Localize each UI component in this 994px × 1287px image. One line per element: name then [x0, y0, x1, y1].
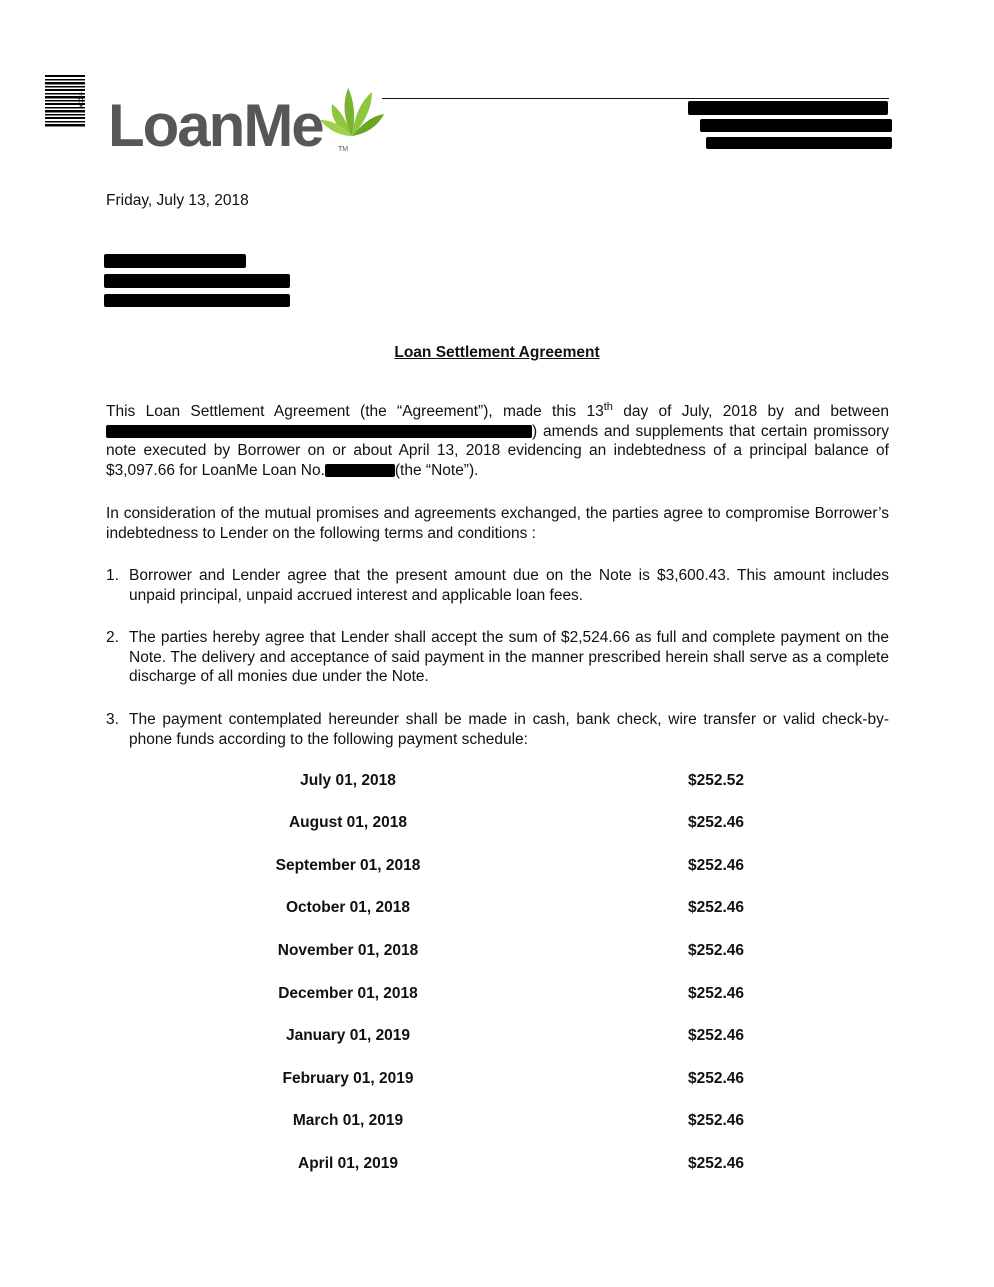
schedule-amount: $252.46 [687, 857, 745, 874]
schedule-date: March 01, 2019 [292, 1112, 404, 1129]
term-item [106, 710, 889, 749]
schedule-amount: $252.46 [687, 1155, 745, 1172]
schedule-row [0, 942, 994, 962]
intro-text-2: day of July, 2018 by and between [612, 403, 889, 420]
schedule-amount: $252.46 [687, 814, 745, 831]
schedule-date: April 01, 2019 [298, 1155, 398, 1172]
schedule-row [0, 1155, 994, 1175]
schedule-date: December 01, 2018 [278, 985, 418, 1002]
redacted-loan-number [325, 464, 395, 477]
schedule-amount: $252.46 [687, 1027, 745, 1044]
schedule-amount: $252.46 [687, 985, 745, 1002]
redacted-recipient-line [104, 254, 246, 268]
schedule-date: February 01, 2019 [282, 1070, 414, 1087]
redacted-recipient-line [104, 274, 290, 288]
term-text: The payment contemplated hereunder shall be made in cash, bank check, wire transfer or valid check-by-phone funds according to the following payment schedule: [129, 711, 889, 748]
schedule-date: January 01, 2019 [285, 1027, 411, 1044]
logo-wordmark: LoanMe [108, 92, 323, 159]
schedule-row [0, 772, 994, 792]
term-item [106, 566, 889, 605]
schedule-date: July 01, 2018 [300, 772, 396, 789]
schedule-row [0, 814, 994, 834]
header-rule [382, 98, 889, 99]
schedule-amount: $252.46 [687, 1112, 745, 1129]
schedule-amount: $252.46 [687, 1070, 745, 1087]
schedule-row [0, 899, 994, 919]
schedule-amount: $252.52 [687, 772, 745, 789]
redacted-parties [106, 425, 532, 438]
intro-text-4: (the “Note”). [394, 461, 479, 479]
schedule-amount: $252.46 [687, 942, 745, 959]
schedule-date: October 01, 2018 [285, 899, 411, 916]
logo-trademark: TM [338, 146, 349, 153]
redacted-recipient-line [104, 294, 290, 307]
consideration-paragraph: In consideration of the mutual promises and agreements exchanged, the parties agree to compromise Borrower’s indebtedness to Lender on the following terms and conditions : [106, 505, 889, 542]
redacted-address-line [700, 119, 892, 132]
schedule-date: November 01, 2018 [277, 942, 419, 959]
schedule-row [0, 1112, 994, 1132]
intro-text-1: This Loan Settlement Agreement (the “Agreement”), made this 13 [106, 403, 604, 420]
barcode-label: *F* [73, 92, 84, 109]
term-text: The parties hereby agree that Lender shall accept the sum of $2,524.66 as full and complete payment on the Note. The delivery and acceptance of said payment in the manner prescribed herein shall serve as a complete discharge of all monies due under the Note. [129, 629, 889, 686]
intro-paragraph [106, 402, 889, 480]
redacted-address-line [688, 101, 888, 115]
term-text: Borrower and Lender agree that the present amount due on the Note is $3,600.43. This amount includes unpaid principal, unpaid accrued interest and applicable loan fees. [129, 567, 889, 604]
term-item [106, 628, 889, 687]
document-title: Loan Settlement Agreement [394, 344, 600, 361]
redacted-address-line [706, 137, 892, 149]
schedule-row [0, 1027, 994, 1047]
loanme-logo [108, 80, 383, 160]
schedule-row [0, 985, 994, 1005]
term-number: 3. [106, 711, 119, 728]
schedule-row [0, 857, 994, 877]
schedule-row [0, 1070, 994, 1090]
term-number: 1. [106, 567, 119, 584]
leaf-icon [318, 80, 384, 140]
letter-date: Friday, July 13, 2018 [106, 192, 249, 209]
intro-superscript: th [603, 400, 613, 413]
schedule-amount: $252.46 [687, 899, 745, 916]
intro-text-3: ) amends and supplements that certain promissory note executed by Borrower on or about April 13, 2018 evidencing an indebtedness of a principal balance of $3,097.66 for LoanMe Loan No. [106, 422, 889, 479]
term-number: 2. [106, 629, 119, 646]
schedule-date: August 01, 2018 [288, 814, 408, 831]
schedule-date: September 01, 2018 [275, 857, 421, 874]
